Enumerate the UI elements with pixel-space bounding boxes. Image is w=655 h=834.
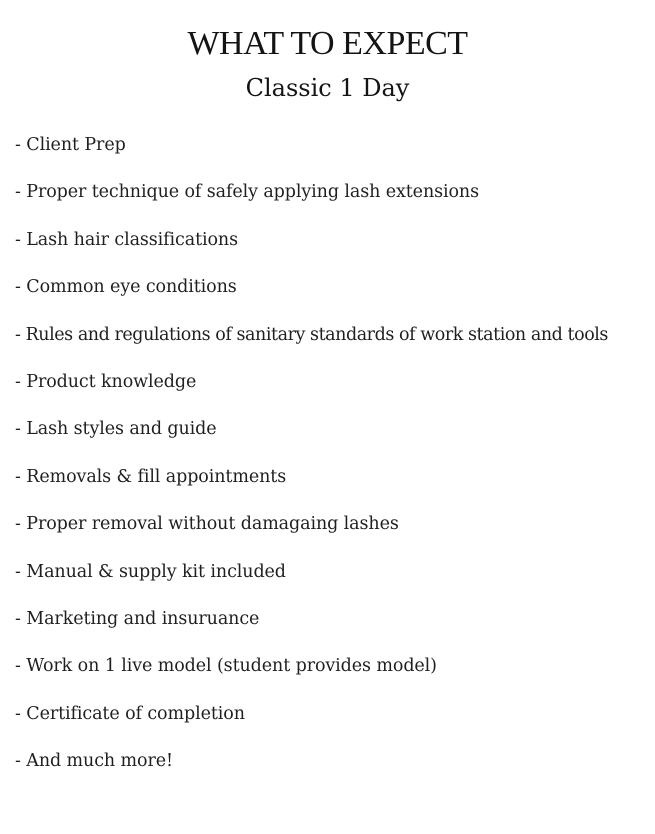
list-item: - Removals & fill appointments bbox=[15, 466, 287, 487]
page-title: WHAT TO EXPECT bbox=[187, 25, 468, 62]
list-item: - Lash styles and guide bbox=[15, 419, 217, 440]
list-item: - Product knowledge bbox=[15, 371, 197, 392]
list-item: - Work on 1 live model (student provides model) bbox=[15, 656, 437, 677]
list-item: - Rules and regulations of sanitary standards of work station and tools bbox=[15, 324, 608, 345]
list-item: - Client Prep bbox=[15, 135, 126, 155]
expectations-list bbox=[15, 131, 653, 794]
list-item: - Marketing and insuruance bbox=[15, 608, 260, 629]
list-item: - Lash hair classifications bbox=[15, 229, 238, 250]
list-item: - Proper removal without damagaing lashes bbox=[15, 514, 399, 535]
list-item: - Certificate of completion bbox=[15, 703, 245, 724]
page-subtitle: Classic 1 Day bbox=[245, 74, 410, 102]
list-item: - Common eye conditions bbox=[15, 277, 237, 298]
list-item: - Proper technique of safely applying lash extensions bbox=[15, 182, 479, 203]
list-item: - Manual & supply kit included bbox=[15, 561, 286, 582]
list-item: - And much more! bbox=[15, 751, 173, 772]
